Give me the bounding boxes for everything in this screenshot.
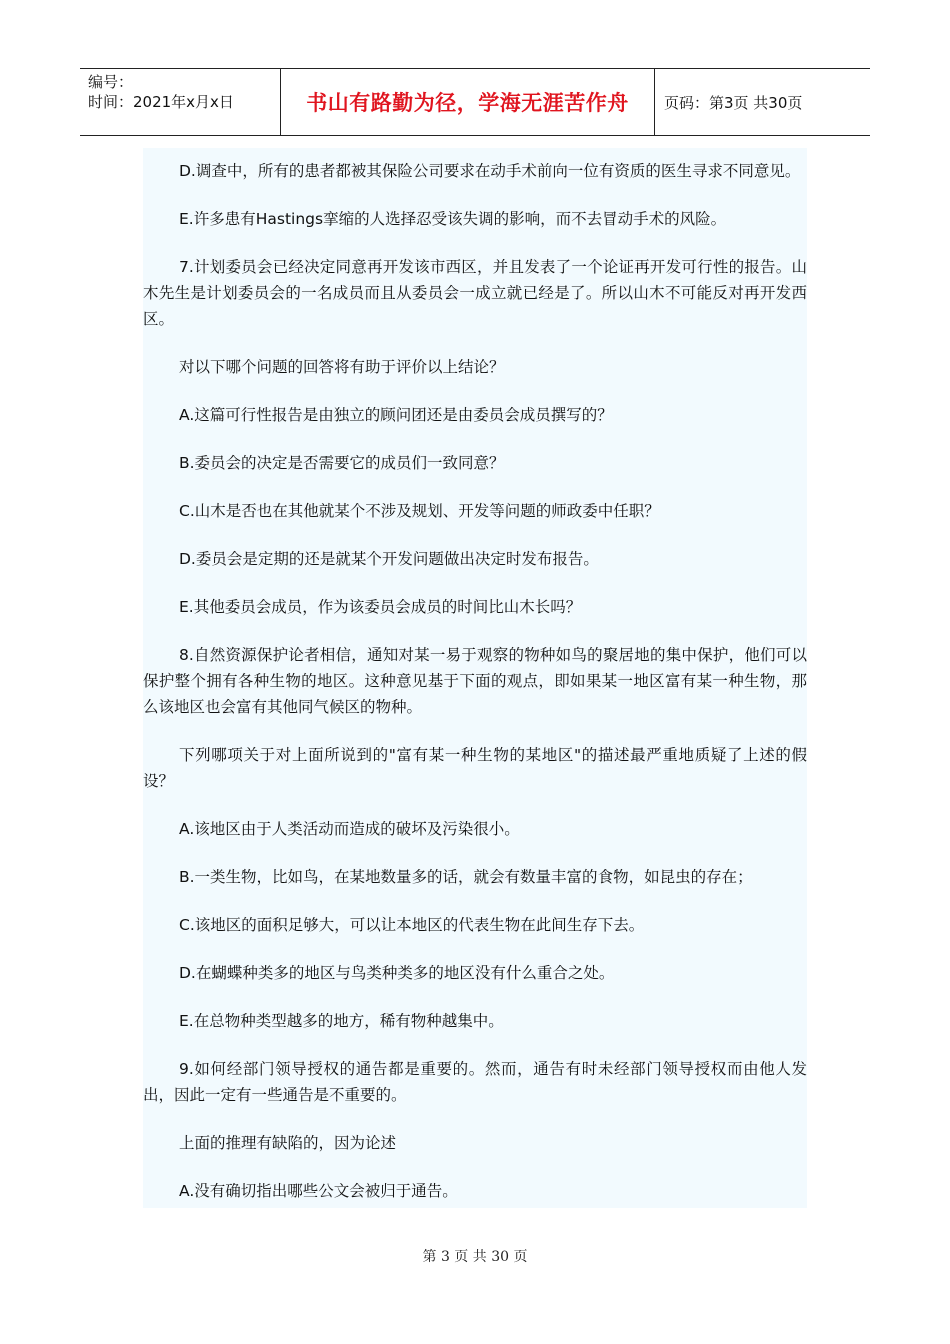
header-motto: 书山有路勤为径，学海无涯苦作舟 [280,69,655,135]
option-b-q7: B.委员会的决定是否需要它的成员们一致同意？ [179,454,505,472]
question-9-prompt: 上面的推理有缺陷的，因为论述 [179,1134,397,1152]
option-d-q7: D.委员会是定期的还是就某个开发问题做出决定时发布报告。 [179,550,599,568]
option-a-q8: A.该地区由于人类活动而造成的破坏及污染很小。 [179,820,520,838]
option-a-q7: A.这篇可行性报告是由独立的顾问团还是由委员会成员撰写的？ [179,406,613,424]
question-8-prompt: 下列哪项关于对上面所说到的"富有某一种生物的某地区"的描述最严重地质疑了上述的假设？ [143,746,807,790]
option-b-q8: B.一类生物，比如鸟，在某地数量多的话，就会有数量丰富的食物，如昆虫的存在； [179,868,753,886]
option-c-q8: C.该地区的面积足够大，可以让本地区的代表生物在此间生存下去。 [179,916,645,934]
option-d-q6: D.调查中，所有的患者都被其保险公司要求在动手术前向一位有资质的医生寻求不同意见。 [179,162,801,180]
option-d-q8: D.在蝴蝶种类多的地区与鸟类种类多的地区没有什么重合之处。 [179,964,615,982]
option-e-q7: E.其他委员会成员，作为该委员会成员的时间比山木长吗？ [179,598,582,616]
option-c-q7: C.山木是否也在其他就某个不涉及规划、开发等问题的师政委中任职？ [179,502,660,520]
question-8-stem: 8.自然资源保护论者相信，通知对某一易于观察的物种如鸟的聚居地的集中保护，他们可以保护整个拥有各种生物的地区。这种意见基于下面的观点，即如果某一地区富有某一种生物，那么该地区也会富有其他同气候区的物种。 [143,646,807,716]
question-7-prompt: 对以下哪个问题的回答将有助于评价以上结论？ [179,358,505,376]
page-footer: 第 3 页 共 30 页 [422,1249,528,1265]
header-meta [80,69,280,135]
option-e-q6: E.许多患有Hastings挛缩的人选择忍受该失调的影响，而不去冒动手术的风险。 [179,210,727,228]
question-9-stem: 9.如何经部门领导授权的通告都是重要的。然而，通告有时未经部门领导授权而由他人发出，因此一定有一些通告是不重要的。 [143,1060,807,1104]
document-body [143,148,807,1208]
option-e-q8: E.在总物种类型越多的地方，稀有物种越集中。 [179,1012,504,1030]
header-page-info: 页码：第3页 共30页 [664,93,803,112]
page-header [80,68,870,136]
document-number-label: 编号： [88,73,134,91]
option-a-q9: A.没有确切指出哪些公文会被归于通告。 [179,1182,458,1200]
document-time-label: 时间：2021年x月x日 [88,93,234,111]
question-7-stem: 7.计划委员会已经决定同意再开发该市西区，并且发表了一个论证再开发可行性的报告。山木先生是计划委员会的一名成员而且从委员会一成立就已经是了。所以山木不可能反对再开发西区。 [143,258,807,328]
